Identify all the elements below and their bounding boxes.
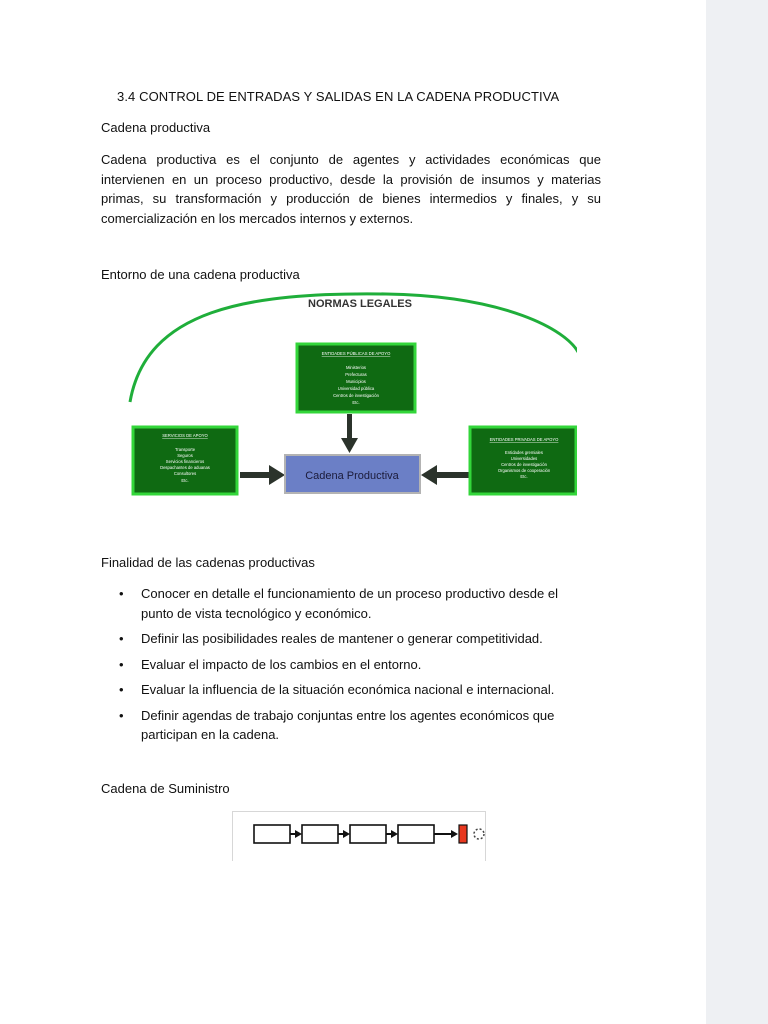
subheading-entorno: Entorno de una cadena productiva <box>101 267 300 282</box>
list-item-text: Evaluar el impacto de los cambios en el entorno. <box>141 656 422 672</box>
list-item <box>101 584 581 623</box>
public-entities-box <box>297 344 415 412</box>
bullet-icon: • <box>119 682 124 697</box>
chain-stage-box <box>302 825 338 843</box>
public-entity-line: Etc. <box>352 400 360 405</box>
chain-stage-box <box>350 825 386 843</box>
private-entity-line: Centros de investigación <box>501 462 547 467</box>
center-label: Cadena Productiva <box>305 470 399 482</box>
purpose-list <box>101 584 581 751</box>
subheading-suministro: Cadena de Suministro <box>101 781 230 796</box>
private-entities-box <box>470 427 576 494</box>
chain-stage-box <box>254 825 290 843</box>
loading-ring-icon <box>474 829 484 839</box>
bullet-icon: • <box>119 586 124 601</box>
list-item <box>101 680 581 700</box>
bullet-icon: • <box>119 656 124 672</box>
bullet-icon: • <box>119 631 124 646</box>
arrow-left <box>421 465 470 485</box>
support-services-box <box>133 427 237 494</box>
public-entity-line: Municipios <box>346 379 366 384</box>
support-service-line: Transporte <box>174 447 196 452</box>
list-item <box>101 706 581 745</box>
arrow-right-icon <box>295 830 302 838</box>
support-service-line: Consultores <box>173 471 197 476</box>
list-item <box>101 629 581 649</box>
public-entities-heading: ENTIDADES PÚBLICAS DE APOYO <box>321 351 391 356</box>
support-services-heading: SERVICIOS DE APOYO <box>162 433 208 438</box>
support-service-line: Seguros <box>177 453 193 458</box>
support-service-line: Servicios financieros <box>165 459 205 464</box>
chain-end-box <box>459 825 467 843</box>
arrow-right-icon <box>451 830 458 838</box>
list-item-text: Conocer en detalle el funcionamiento de un proceso productivo desde el punto de vista tecnológico y económico. <box>141 586 558 621</box>
section-heading: 3.4 CONTROL DE ENTRADAS Y SALIDAS EN LA CADENA PRODUCTIVA <box>117 89 560 104</box>
private-entity-line: Organismos de cooperación <box>497 468 551 473</box>
environment-diagram <box>126 290 577 505</box>
public-entity-line: Universidad pública <box>337 386 375 391</box>
support-service-line: Despachantes de aduanas <box>160 465 210 470</box>
private-entity-line: Universidades <box>510 456 538 461</box>
diagram-title: NORMAS LEGALES <box>308 298 412 310</box>
arrow-right <box>240 465 285 485</box>
arrow-right-icon <box>391 830 398 838</box>
definition-paragraph: Cadena productiva es el conjunto de agentes y actividades económicas que intervienen en un proceso productivo, desde la provisión de insumos y materias primas, su transformación y producción de bienes intermedios y finales, y su comercialización en los mercados internos y externos. <box>101 152 601 226</box>
arrow-down <box>341 414 358 453</box>
list-item-text: Evaluar la influencia de la situación económica nacional e internacional. <box>141 682 555 697</box>
public-entity-line: Prefecturas <box>345 372 367 377</box>
arrow-right-icon <box>343 830 350 838</box>
chain-stage-box <box>398 825 434 843</box>
supply-chain-diagram <box>232 811 486 861</box>
support-service-line: Etc. <box>181 478 189 483</box>
private-entity-line: Etc. <box>520 474 528 479</box>
subheading-cadena-productiva: Cadena productiva <box>101 120 211 135</box>
list-item-text: Definir las posibilidades reales de mantener o generar competitividad. <box>141 631 543 646</box>
list-item-text: Definir agendas de trabajo conjuntas entre los agentes económicos que participan en la cadena. <box>141 707 555 742</box>
private-entities-heading: ENTIDADES PRIVADAS DE APOYO <box>489 437 559 442</box>
list-item <box>101 655 581 675</box>
cadena-productiva-box <box>285 455 420 493</box>
public-entity-line: Centros de investigación <box>333 393 379 398</box>
bullet-icon: • <box>119 707 124 723</box>
subheading-finalidad: Finalidad de las cadenas productivas <box>101 555 315 570</box>
private-entity-line: Entidades gremiales <box>505 450 543 455</box>
public-entity-line: Ministerios <box>345 365 367 370</box>
